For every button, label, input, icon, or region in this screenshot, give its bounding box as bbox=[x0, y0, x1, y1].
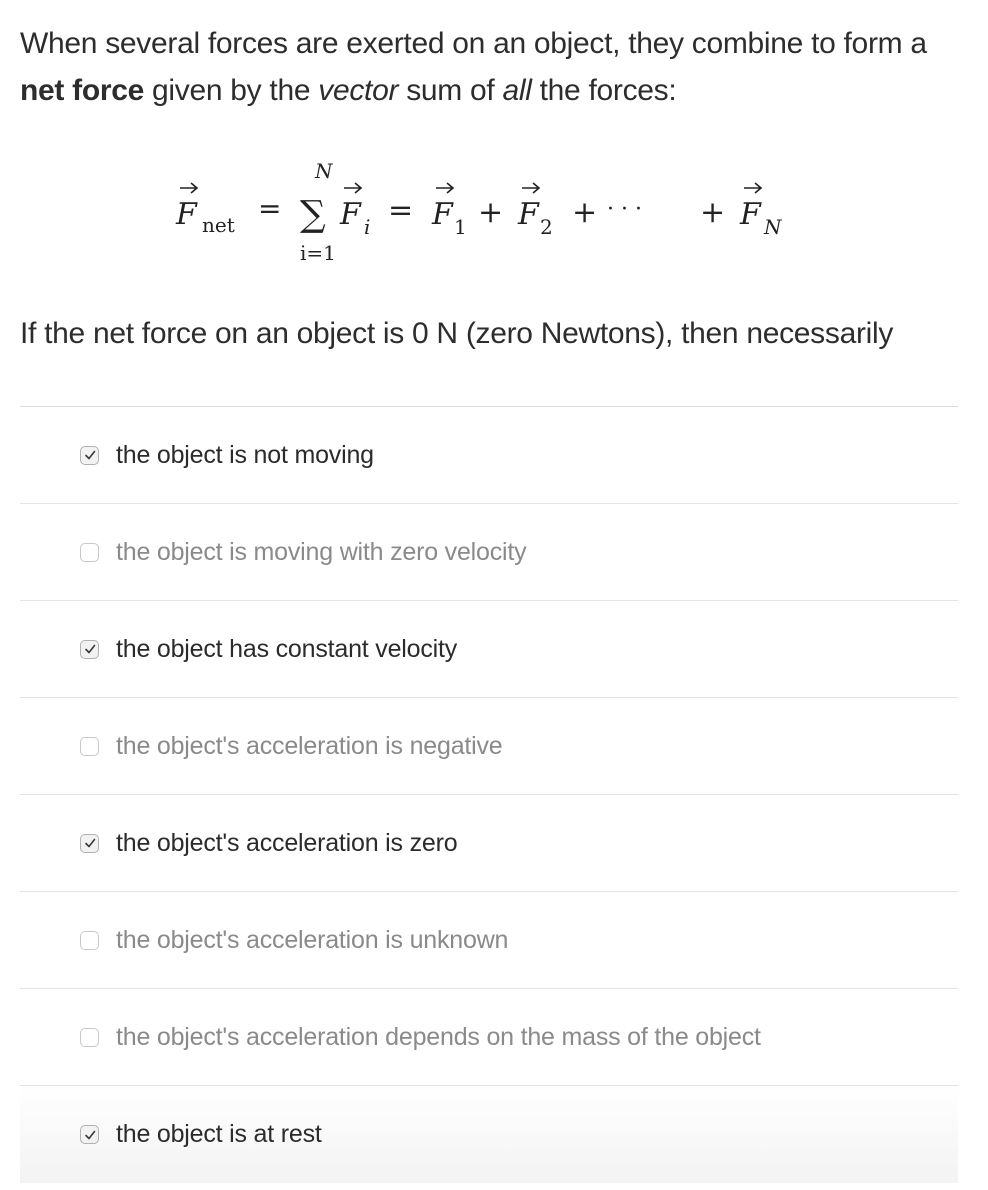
fn-symbol: F bbox=[740, 197, 761, 232]
option-label: the object's acceleration is zero bbox=[116, 828, 458, 857]
sum-symbol: ∑ bbox=[300, 194, 326, 235]
checkbox[interactable] bbox=[80, 446, 99, 465]
f2-symbol: F bbox=[518, 197, 539, 232]
intro-part2: given by the bbox=[144, 74, 319, 107]
answer-option[interactable] bbox=[20, 795, 958, 892]
option-label: the object's acceleration is unknown bbox=[116, 925, 509, 954]
checkbox[interactable] bbox=[80, 543, 99, 562]
f1-subscript: 1 bbox=[454, 215, 467, 239]
f2-arrow bbox=[522, 183, 539, 193]
intro-part1: When several forces are exerted on an object, they combine to form a bbox=[20, 27, 927, 60]
f2-subscript: 2 bbox=[540, 215, 553, 239]
option-label: the object is not moving bbox=[116, 440, 374, 469]
intro-italic-all: all bbox=[502, 74, 532, 107]
check-icon bbox=[84, 643, 96, 655]
answer-option[interactable] bbox=[20, 601, 958, 698]
f1-arrow bbox=[436, 183, 453, 193]
option-label: the object's acceleration depends on the mass of the object bbox=[116, 1022, 761, 1051]
answer-option[interactable] bbox=[20, 1086, 958, 1183]
checkbox[interactable] bbox=[80, 737, 99, 756]
ellipsis: · · · bbox=[607, 197, 642, 222]
answer-option[interactable] bbox=[20, 504, 958, 601]
question-text: If the net force on an object is 0 N (zero Newtons), then necessarily bbox=[20, 317, 894, 350]
answer-options bbox=[20, 406, 958, 1183]
checkbox[interactable] bbox=[80, 1125, 99, 1144]
equals-sign-2: = bbox=[388, 193, 414, 228]
answer-option[interactable] bbox=[20, 407, 958, 504]
intro-part3: sum of bbox=[398, 74, 503, 107]
net-force-equation bbox=[160, 148, 840, 273]
lhs-arrow bbox=[180, 183, 197, 193]
plus-sign-3: + bbox=[700, 195, 726, 230]
equals-sign-1: = bbox=[258, 192, 282, 225]
fn-arrow bbox=[744, 183, 761, 193]
term-arrow bbox=[344, 183, 361, 193]
answer-option[interactable] bbox=[20, 892, 958, 989]
intro-text bbox=[20, 20, 970, 114]
f1-symbol: F bbox=[432, 197, 453, 232]
checkbox[interactable] bbox=[80, 1028, 99, 1047]
option-label: the object is moving with zero velocity bbox=[116, 537, 527, 566]
check-icon bbox=[84, 837, 96, 849]
checkbox[interactable] bbox=[80, 931, 99, 950]
answer-option[interactable] bbox=[20, 698, 958, 795]
plus-sign-2: + bbox=[572, 195, 598, 230]
plus-sign-1: + bbox=[478, 195, 504, 230]
intro-bold-term: net force bbox=[20, 74, 144, 107]
option-label: the object's acceleration is negative bbox=[116, 731, 503, 760]
lhs-symbol: F bbox=[176, 197, 197, 232]
lhs-subscript: net bbox=[202, 213, 235, 237]
check-icon bbox=[84, 449, 96, 461]
check-icon bbox=[84, 1129, 96, 1141]
answer-option[interactable] bbox=[20, 989, 958, 1086]
checkbox[interactable] bbox=[80, 640, 99, 659]
intro-part4: the forces: bbox=[531, 74, 677, 107]
sum-upper-limit: N bbox=[315, 159, 333, 183]
option-label: the object has constant velocity bbox=[116, 634, 458, 663]
checkbox[interactable] bbox=[80, 834, 99, 853]
term-subscript: i bbox=[364, 215, 371, 239]
option-label: the object is at rest bbox=[116, 1120, 322, 1148]
intro-italic-vector: vector bbox=[318, 74, 399, 107]
sum-lower-limit: i=1 bbox=[300, 241, 336, 265]
term-symbol: F bbox=[340, 197, 361, 232]
fn-subscript: N bbox=[764, 215, 782, 239]
